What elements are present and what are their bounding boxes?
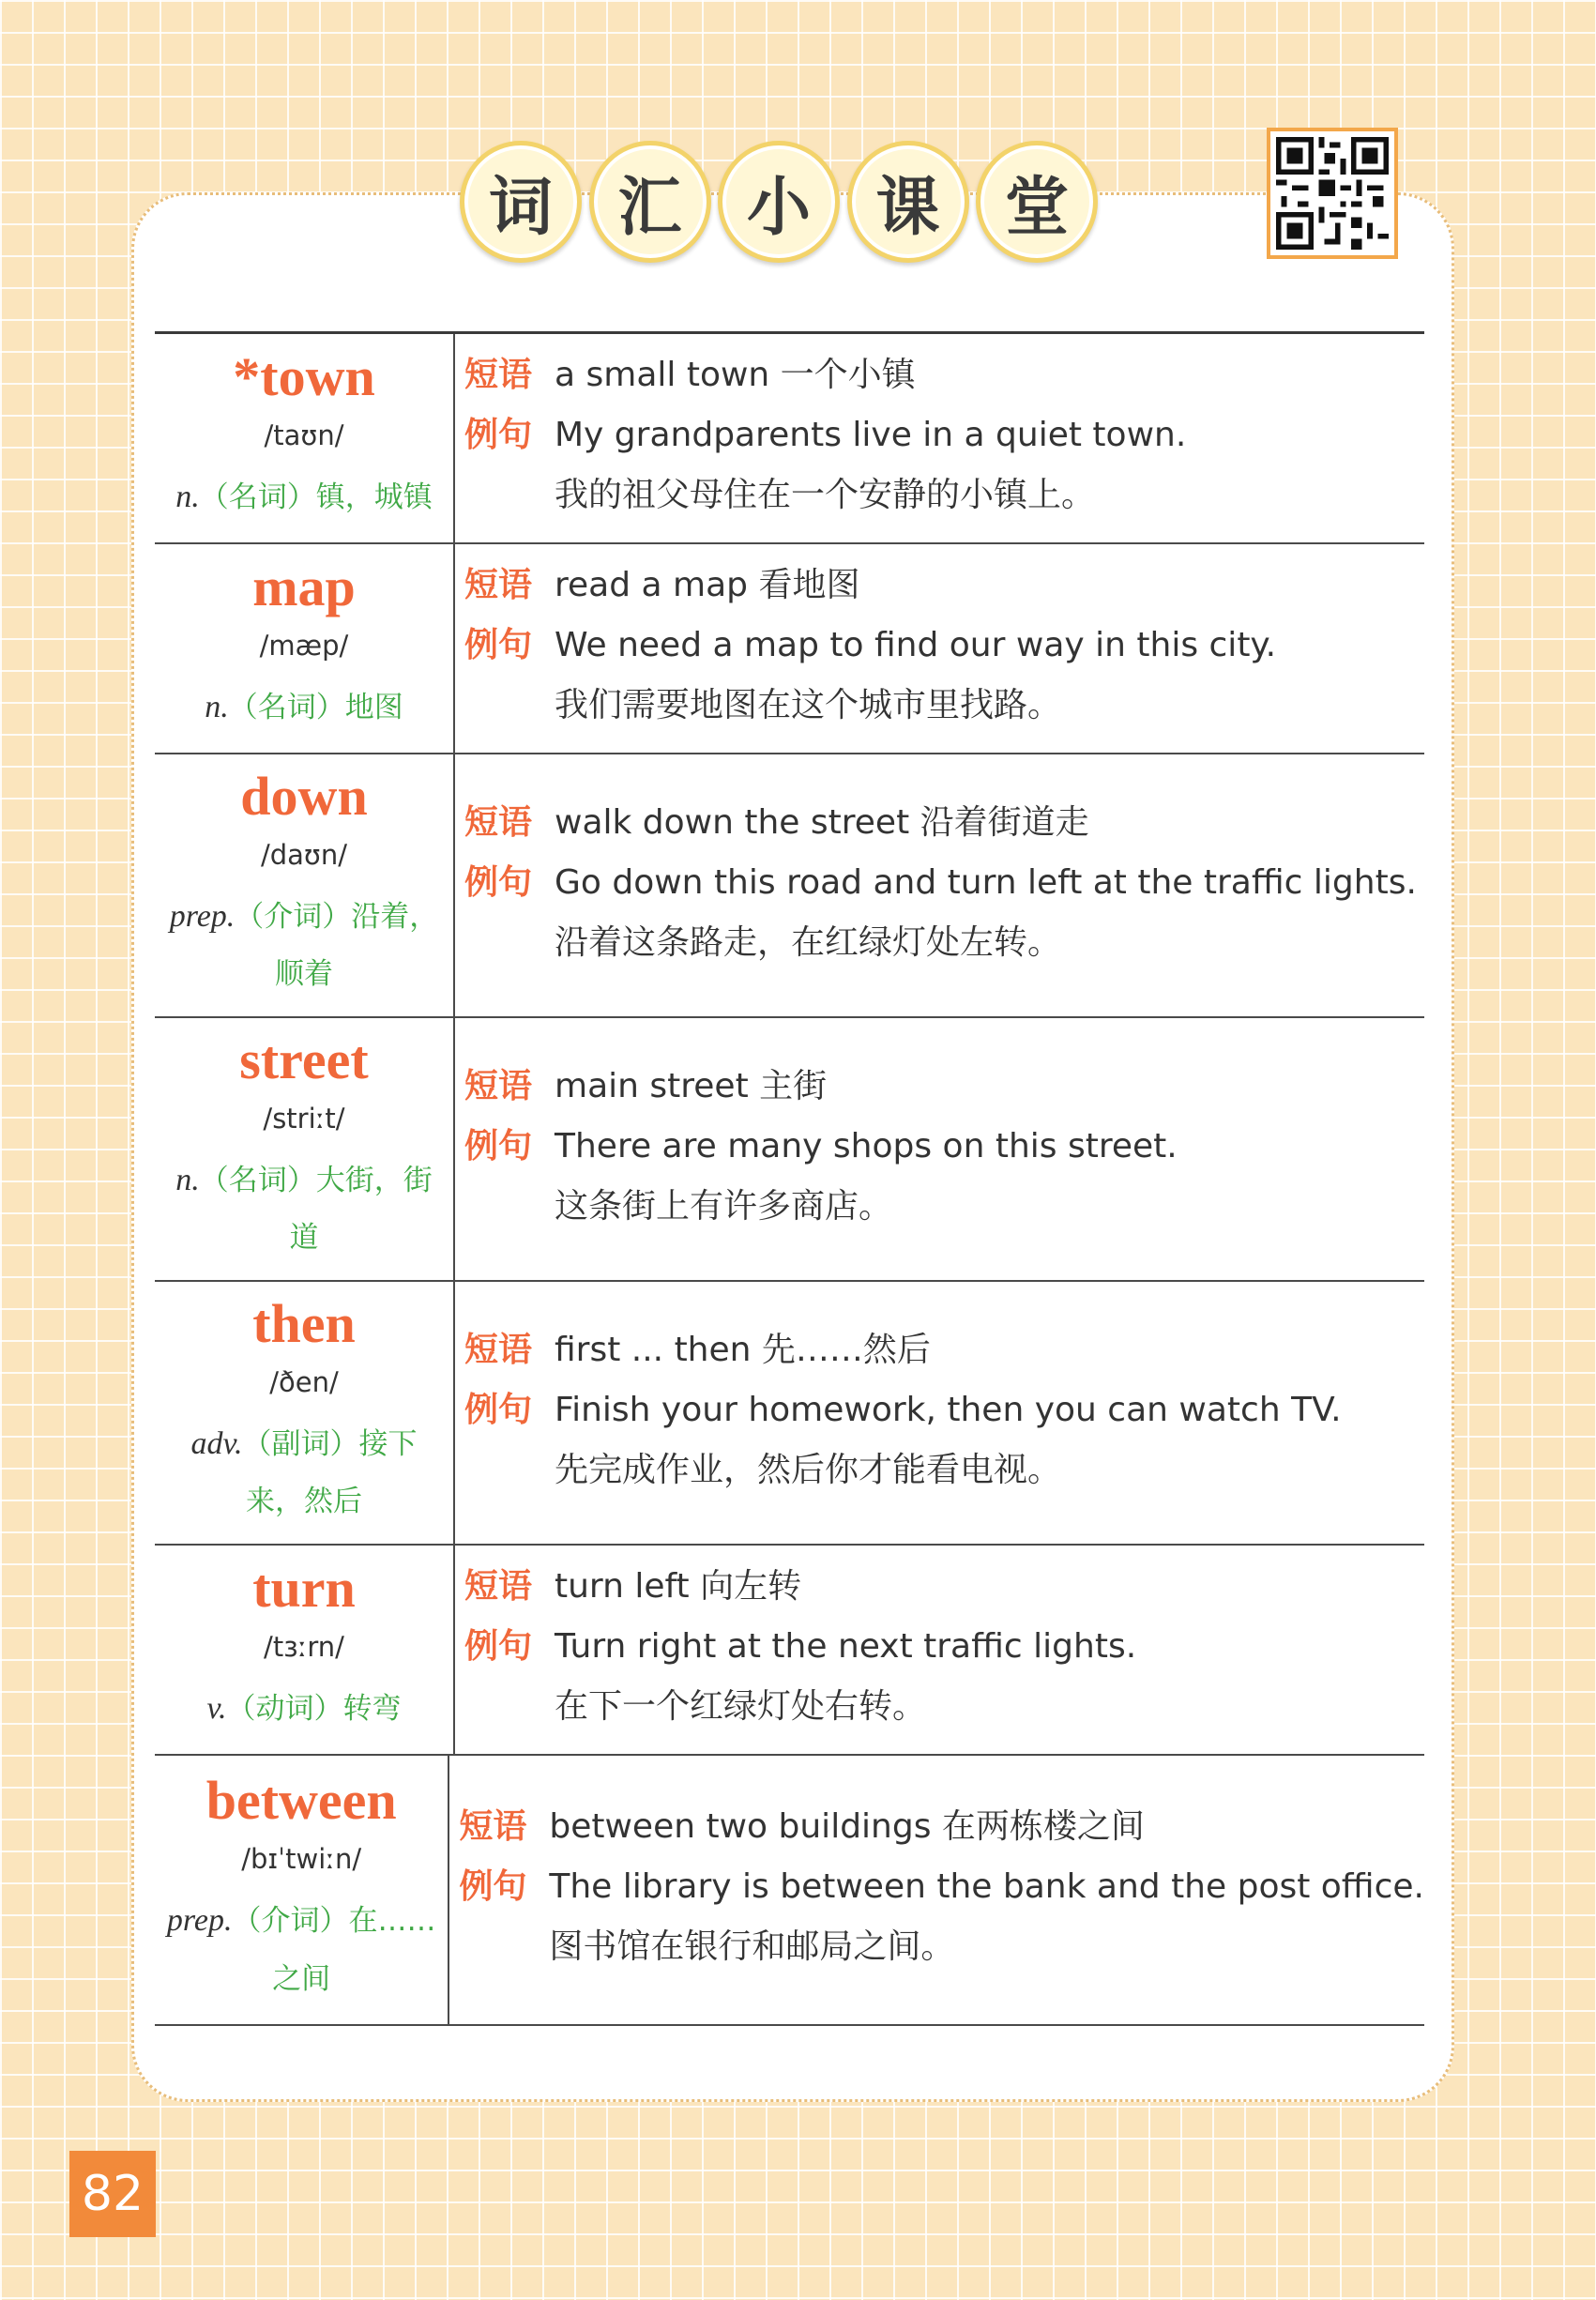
vocab-entry-turn [155,1546,1424,1756]
example-tag: 例句 [464,1627,533,1666]
example-line [464,1120,1424,1180]
phonetic: /striːt/ [263,1102,345,1135]
word-cell [155,1018,455,1280]
phrase-text: a small town 一个小镇 [555,356,916,394]
word-cell [155,334,455,542]
pos-abbreviation: n. [175,1162,200,1197]
phonetic: /taʊn/ [264,419,344,451]
title-char: 堂 [976,141,1098,263]
example-english: There are many shops on this street. [555,1126,1178,1165]
pos-meaning: （介词）在……之间 [232,1904,436,1996]
example-tag: 例句 [464,1390,533,1429]
example-tag: 例句 [464,626,533,664]
example-chinese: 我的祖父母住在一个安静的小镇上。 [555,476,1096,514]
headword: map [252,556,356,617]
phrase-tag: 短语 [464,1330,533,1369]
phrase-line [464,1323,1424,1383]
example-english: Finish your homework, then you can watch TV. [555,1390,1342,1429]
example-line [464,1383,1424,1443]
phrase-tag: 短语 [459,1807,527,1846]
part-of-speech [201,678,407,739]
phonetic: /bɪˈtwiːn/ [241,1843,362,1876]
example-english: Go down this road and turn left at the traffic lights. [555,862,1417,902]
page-number: 82 [69,2151,156,2237]
phrase-line [464,1560,1424,1620]
title-char: 课 [847,141,969,263]
example-english: We need a map to find our way in this city. [555,626,1277,664]
vocab-entry-then [155,1282,1424,1546]
title-char: 词 [460,141,582,263]
example-tag: 例句 [459,1867,527,1906]
headword: between [205,1770,397,1832]
phonetic: /daʊn/ [260,838,347,871]
qr-code-graphic [1276,137,1389,250]
phrase-line [464,558,1424,618]
part-of-speech [160,1891,442,2006]
vocab-entry-down [155,754,1424,1018]
example-tag: 例句 [464,416,533,454]
vocabulary-table [155,331,1424,2026]
part-of-speech [160,1414,448,1530]
example-chinese: 我们需要地图在这个城市里找路。 [555,686,1062,724]
example-translation-line [464,1180,1424,1240]
detail-cell [449,1756,1424,2024]
phrase-text: walk down the street 沿着街道走 [555,802,1089,842]
part-of-speech [203,1679,404,1740]
example-chinese: 这条街上有许多商店。 [555,1186,893,1226]
vocab-entry-map [155,544,1424,754]
phrase-tag: 短语 [464,566,533,604]
vocab-entry-between [155,1756,1424,2026]
word-cell [155,1546,455,1754]
example-translation-line [459,1920,1424,1980]
detail-cell [455,1282,1424,1544]
headword: down [240,765,368,827]
pos-abbreviation: prep. [166,1903,233,1939]
pos-meaning: （动词）转弯 [226,1691,402,1726]
example-translation-line [464,916,1424,976]
phrase-line [464,348,1424,408]
example-english: My grandparents live in a quiet town. [555,416,1187,454]
detail-cell [455,544,1424,753]
phrase-tag: 短语 [464,802,533,842]
pos-abbreviation: n. [175,479,200,514]
phrase-line [464,796,1424,856]
example-chinese: 在下一个红绿灯处右转。 [555,1687,927,1726]
phrase-text: main street 主街 [555,1066,828,1105]
pos-abbreviation: n. [205,689,229,724]
detail-cell [455,1546,1424,1754]
example-translation-line [464,1443,1424,1503]
headword: then [252,1292,356,1354]
part-of-speech [160,1150,448,1266]
phrase-line [459,1800,1424,1860]
detail-cell [455,334,1424,542]
example-english: The library is between the bank and the post office. [549,1867,1424,1906]
word-cell [155,544,455,753]
phrase-line [464,1059,1424,1120]
pos-abbreviation: prep. [169,898,236,934]
example-line [464,856,1424,916]
detail-cell [455,754,1424,1016]
phrase-text: turn left 向左转 [555,1567,802,1606]
pos-meaning: （副词）接下来，然后 [242,1426,418,1519]
title-char: 汇 [589,141,711,263]
example-chinese: 先完成作业，然后你才能看电视。 [555,1450,1062,1489]
vocab-entry-street [155,1018,1424,1282]
example-line [459,1860,1424,1920]
word-cell [155,754,455,1016]
phonetic: /ðen/ [269,1365,339,1398]
phrase-text: read a map 看地图 [555,566,860,604]
pos-abbreviation: adv. [190,1425,243,1461]
example-line [464,618,1424,678]
pos-meaning: （介词）沿着，顺着 [235,899,439,992]
pos-meaning: （名词）地图 [228,690,403,724]
phrase-tag: 短语 [464,1066,533,1105]
headword: *town [233,345,375,407]
headword: street [239,1028,369,1090]
phonetic: /mæp/ [259,629,349,662]
pos-meaning: （名词）大街，街道 [199,1163,433,1256]
example-line [464,408,1424,468]
part-of-speech [172,467,436,528]
example-translation-line [464,678,1424,739]
headword: turn [252,1557,356,1619]
part-of-speech [160,887,448,1002]
phonetic: /tɜːrn/ [264,1630,344,1663]
detail-cell [455,1018,1424,1280]
vocab-entry-town [155,334,1424,544]
phrase-text: first ... then 先……然后 [555,1330,931,1369]
example-translation-line [464,1680,1424,1740]
word-cell [155,1282,455,1544]
example-line [464,1620,1424,1680]
pos-abbreviation: v. [206,1690,227,1726]
phrase-tag: 短语 [464,1567,533,1606]
example-chinese: 图书馆在银行和邮局之间。 [549,1927,955,1966]
qr-code-icon[interactable] [1267,128,1398,259]
phrase-tag: 短语 [464,356,533,394]
example-english: Turn right at the next traffic lights. [555,1627,1137,1666]
phrase-text: between two buildings 在两栋楼之间 [549,1807,1145,1846]
pos-meaning: （名词）镇，城镇 [199,480,433,514]
example-chinese: 沿着这条路走，在红绿灯处左转。 [555,922,1062,962]
title-char: 小 [718,141,840,263]
word-cell [155,1756,449,2024]
example-tag: 例句 [464,1126,533,1165]
page-title [460,141,1098,263]
example-tag: 例句 [464,862,533,902]
example-translation-line [464,468,1424,528]
